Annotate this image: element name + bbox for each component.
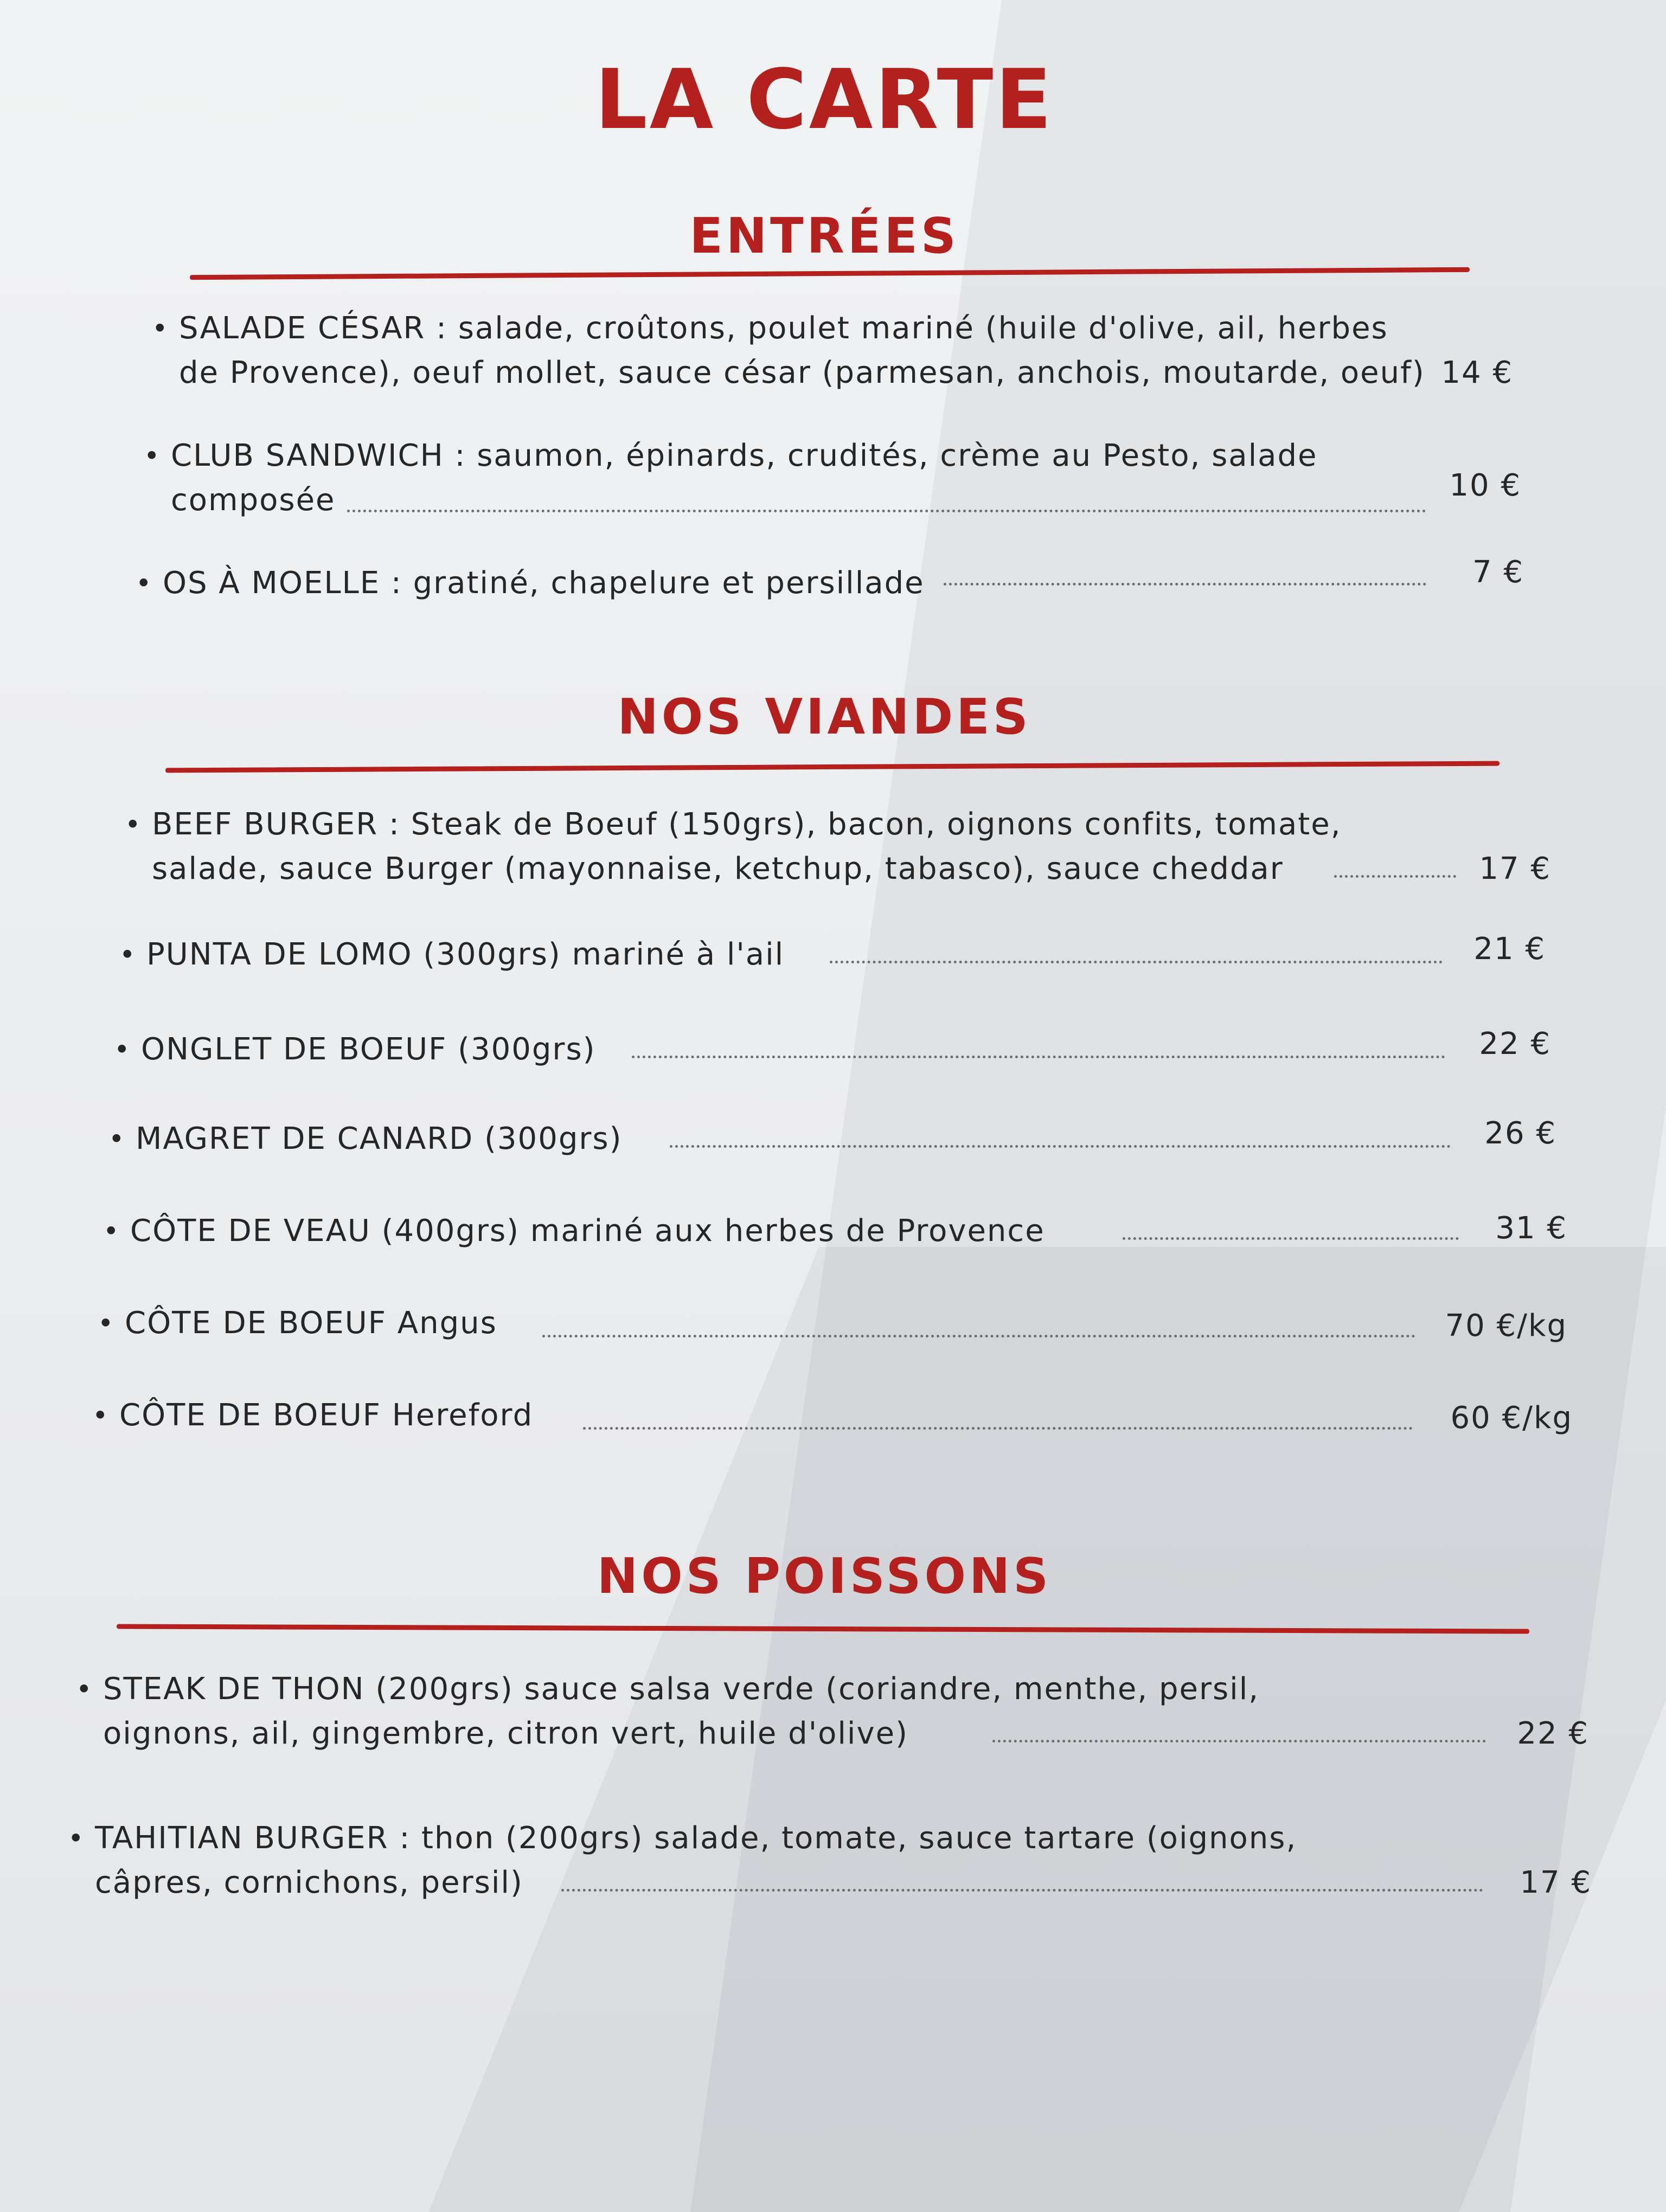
dot-leader [1334,875,1456,878]
item-price: 31 € [1495,1211,1567,1246]
item-description: MAGRET DE CANARD (300grs) [136,1121,623,1156]
dot-leader [670,1145,1451,1148]
item-description: CÔTE DE VEAU (400grs) mariné aux herbes de Provence [130,1213,1045,1249]
item-description: CLUB SANDWICH : saumon, épinards, crudités, crème au Pesto, salade [171,438,1318,473]
item-description: CÔTE DE BOEUF Angus [125,1306,497,1341]
item-price: 70 €/kg [1445,1308,1567,1343]
bullet-icon: • [114,1034,131,1065]
dot-leader [347,510,1426,512]
dot-leader [1123,1237,1459,1240]
item-description: STEAK DE THON (200grs) sauce salsa verde (coriandre, menthe, persil, [103,1671,1260,1707]
dot-leader [830,961,1443,963]
section-divider [117,1624,1529,1634]
section-title-entrees: ENTRÉES [689,208,959,265]
dot-leader [944,583,1426,586]
bullet-icon: • [144,440,161,472]
item-description: OS À MOELLE : gratiné, chapelure et persillade [163,565,925,601]
item-price: 14 € [1441,355,1513,390]
item-price: 22 € [1517,1716,1589,1751]
dot-leader [583,1427,1413,1430]
item-description: BEEF BURGER : Steak de Boeuf (150grs), bacon, oignons confits, tomate, [152,807,1342,842]
menu-item-tahitian-burger [68,1816,1597,1914]
item-description: CÔTE DE BOEUF Hereford [119,1398,534,1433]
dot-leader [561,1889,1483,1892]
menu-item-onglet-de-boeuf [114,1027,1562,1125]
item-description-continued: salade, sauce Burger (mayonnaise, ketchup, tabasco), sauce cheddar [152,851,1284,886]
item-price: 17 € [1479,851,1551,886]
menu-item-cote-de-boeuf-angus [98,1301,1584,1399]
bullet-icon: • [125,809,142,840]
bullet-icon: • [98,1308,115,1339]
item-description: PUNTA DE LOMO (300grs) mariné à l'ail [146,937,785,972]
menu-item-cote-de-boeuf-hereford [92,1393,1589,1491]
dot-leader [992,1740,1486,1742]
menu-item-punta-de-lomo [119,933,1562,1030]
section-divider [165,761,1500,773]
bullet-icon: • [103,1216,120,1247]
bullet-icon: • [68,1823,85,1854]
item-price: 10 € [1449,468,1521,503]
item-description-continued: composée [171,483,336,518]
menu-item-cote-de-veau [103,1209,1567,1307]
menu-item-steak-de-thon [76,1667,1594,1765]
item-price: 26 € [1484,1116,1556,1151]
item-description: SALADE CÉSAR : salade, croûtons, poulet mariné (huile d'olive, ail, herbes [179,311,1388,346]
item-description-continued: câpres, cornichons, persil) [95,1865,523,1900]
dot-leader [632,1056,1445,1058]
item-price: 21 € [1473,931,1546,967]
menu-item-beef-burger [125,802,1567,900]
section-title-poissons: NOS POISSONS [597,1548,1052,1605]
item-description: ONGLET DE BOEUF (300grs) [141,1032,596,1067]
menu-item-magret-de-canard [108,1117,1567,1214]
bullet-icon: • [119,939,137,970]
item-description: TAHITIAN BURGER : thon (200grs) salade, tomate, sauce tartare (oignons, [95,1821,1297,1856]
bullet-icon: • [136,568,153,599]
item-description-continued: de Provence), oeuf mollet, sauce césar (parmesan, anchois, moutarde, oeuf) [179,355,1425,390]
section-divider [190,267,1470,280]
page-title: LA CARTE [594,52,1054,147]
bullet-icon: • [152,313,169,344]
menu-item-salade-cesar [152,306,1540,404]
bullet-icon: • [76,1674,93,1705]
menu-item-os-a-moelle [136,555,1546,659]
section-title-viandes: NOS VIANDES [617,689,1031,745]
bullet-icon: • [92,1400,110,1431]
item-description-continued: oignons, ail, gingembre, citron vert, huile d'olive) [103,1716,908,1751]
item-price: 17 € [1520,1865,1592,1900]
item-price: 60 €/kg [1450,1400,1573,1436]
item-price: 22 € [1479,1026,1551,1062]
item-price: 7 € [1472,555,1524,590]
menu-item-club-sandwich [144,434,1532,531]
bullet-icon: • [108,1123,126,1155]
dot-leader [542,1335,1415,1338]
